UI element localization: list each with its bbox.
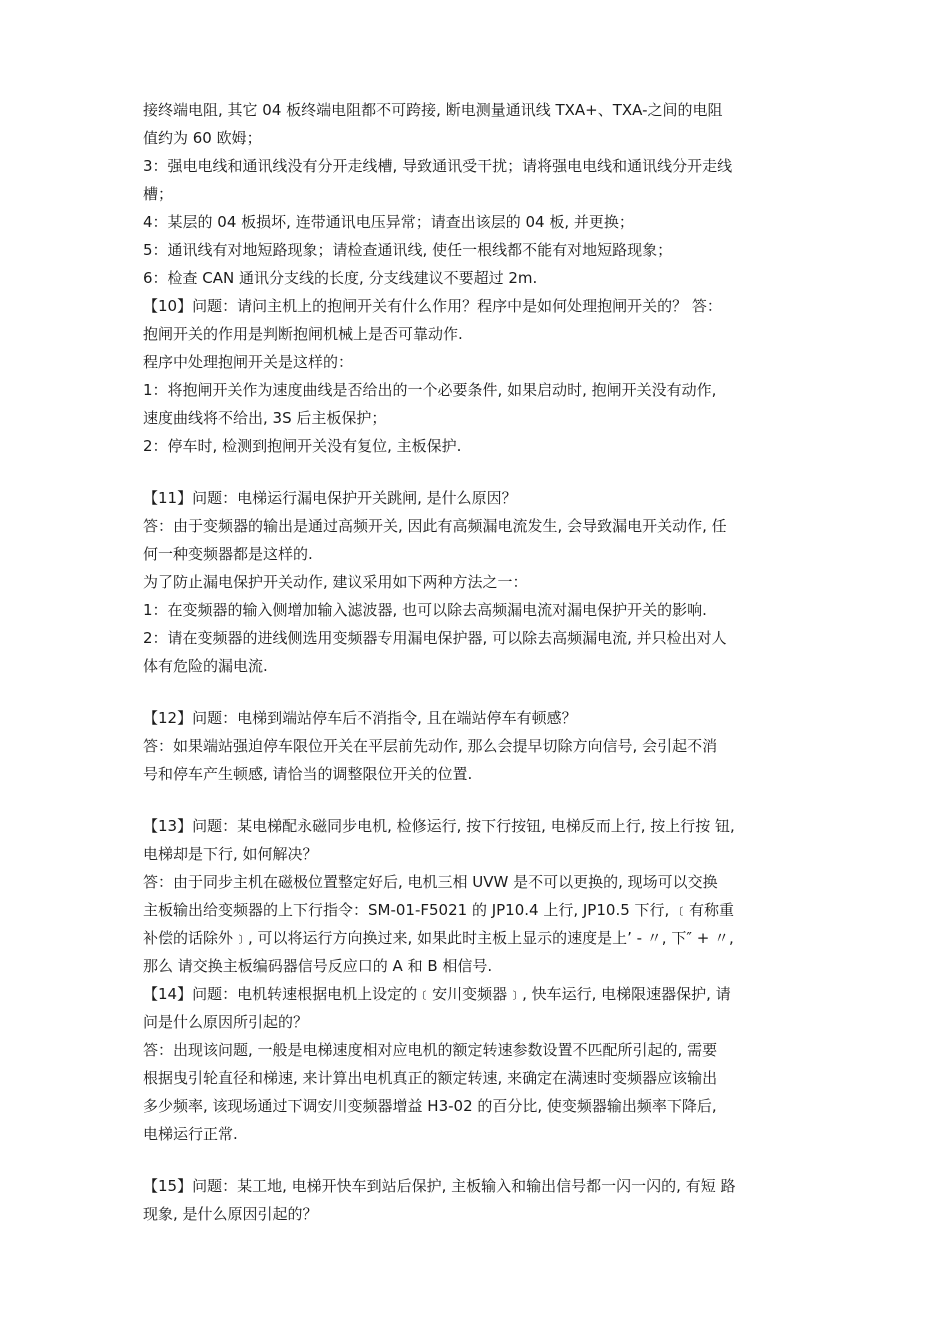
- question-13: [143, 812, 813, 980]
- text-line: 程序中处理抱闸开关是这样的：: [143, 353, 354, 371]
- question-heading: 【10】问题：请问主机上的抱闸开关有什么作用？程序中是如何处理抱闸开关的？ 答：: [143, 297, 722, 315]
- text-line: 1：在变频器的输入侧增加输入滤波器, 也可以除去高频漏电流对漏电保护开关的影响.: [143, 601, 707, 619]
- text-line: 答：出现该问题, 一般是电梯速度相对应电机的额定转速参数设置不匹配所引起的, 需要: [143, 1041, 718, 1059]
- text-line: 根据曳引轮直径和梯速, 来计算出电机真正的额定转速, 来确定在满速时变频器应该输出: [143, 1069, 718, 1087]
- text-line: 为了防止漏电保护开关动作, 建议采用如下两种方法之一：: [143, 573, 528, 591]
- question-heading: 【13】问题：某电梯配永磁同步电机, 检修运行, 按下行按钮, 电梯反而上行, 按上行按 钮,: [143, 817, 735, 835]
- text-line: 槽；: [143, 185, 174, 203]
- text-line: 2：请在变频器的进线侧选用变频器专用漏电保护器, 可以除去高频漏电流, 并只检出对人: [143, 629, 727, 647]
- question-heading: 【12】问题：电梯到端站停车后不消指令, 且在端站停车有顿感？: [143, 709, 577, 727]
- text-line: 现象, 是什么原因引起的？: [143, 1205, 318, 1223]
- question-heading: 【14】问题：电机转速根据电机上设定的﹝安川变频器﹞, 快车运行, 电梯限速器保护, 请: [143, 985, 731, 1003]
- question-10: [143, 292, 813, 460]
- question-11: [143, 484, 813, 680]
- text-line: 答：由于同步主机在磁极位置整定好后, 电机三相 UVW 是不可以更换的, 现场可以交换: [143, 873, 718, 891]
- text-line: 电梯却是下行, 如何解决？: [143, 845, 318, 863]
- text-line: 主板输出给变频器的上下行指令：SM-01-F5021 的 JP10.4 上行, JP10.5 下行, ﹝有称重: [143, 901, 735, 919]
- text-line: 电梯运行正常.: [143, 1125, 238, 1143]
- text-line: 1：将抱闸开关作为速度曲线是否给出的一个必要条件, 如果启动时, 抱闸开关没有动作,: [143, 381, 717, 399]
- question-14: [143, 980, 813, 1148]
- question-heading: 【15】问题：某工地, 电梯开快车到站后保护, 主板输入和输出信号都一闪一闪的, 有短 路: [143, 1177, 736, 1195]
- text-line: 号和停车产生顿感, 请恰当的调整限位开关的位置.: [143, 765, 473, 783]
- text-line: 4：某层的 04 板损坏, 连带通讯电压异常；请查出该层的 04 板, 并更换；: [143, 213, 634, 231]
- text-line: 问是什么原因所引起的？: [143, 1013, 309, 1031]
- text-line: 值约为 60 欧姆；: [143, 129, 262, 147]
- text-line: 6：检查 CAN 通讯分支线的长度, 分支线建议不要超过 2m.: [143, 269, 538, 287]
- text-line: 答：由于变频器的输出是通过高频开关, 因此有高频漏电流发生, 会导致漏电开关动作, 任: [143, 517, 727, 535]
- block-can-troubleshooting: [143, 96, 813, 292]
- text-line: 多少频率, 该现场通过下调安川变频器增益 H3-02 的百分比, 使变频器输出频率下降后,: [143, 1097, 717, 1115]
- text-line: 那么 请交换主板编码器信号反应口的 A 和 B 相信号.: [143, 957, 493, 975]
- text-line: 补偿的话除外﹞, 可以将运行方向换过来, 如果此时主板上显示的速度是上’ - 〃, 下″ + 〃,: [143, 929, 734, 947]
- paragraph-gap: [143, 460, 813, 484]
- text-line: 答：如果端站强迫停车限位开关在平层前先动作, 那么会提早切除方向信号, 会引起不消: [143, 737, 718, 755]
- document-page: [143, 96, 813, 1228]
- text-line: 何一种变频器都是这样的.: [143, 545, 313, 563]
- text-line: 抱闸开关的作用是判断抱闸机械上是否可靠动作.: [143, 325, 463, 343]
- text-line: 体有危险的漏电流.: [143, 657, 268, 675]
- text-line: 接终端电阻, 其它 04 板终端电阻都不可跨接, 断电测量通讯线 TXA+、TXA-之间的电阻: [143, 101, 723, 119]
- paragraph-gap: [143, 680, 813, 704]
- question-12: [143, 704, 813, 788]
- text-line: 5：通讯线有对地短路现象；请检查通讯线, 使任一根线都不能有对地短路现象；: [143, 241, 673, 259]
- paragraph-gap: [143, 788, 813, 812]
- question-15: [143, 1172, 813, 1228]
- text-line: 速度曲线将不给出, 3S 后主板保护；: [143, 409, 387, 427]
- text-line: 2：停车时, 检测到抱闸开关没有复位, 主板保护.: [143, 437, 462, 455]
- paragraph-gap: [143, 1148, 813, 1172]
- question-heading: 【11】问题：电梯运行漏电保护开关跳闸, 是什么原因？: [143, 489, 517, 507]
- text-line: 3：强电电线和通讯线没有分开走线槽, 导致通讯受干扰；请将强电电线和通讯线分开走线: [143, 157, 733, 175]
